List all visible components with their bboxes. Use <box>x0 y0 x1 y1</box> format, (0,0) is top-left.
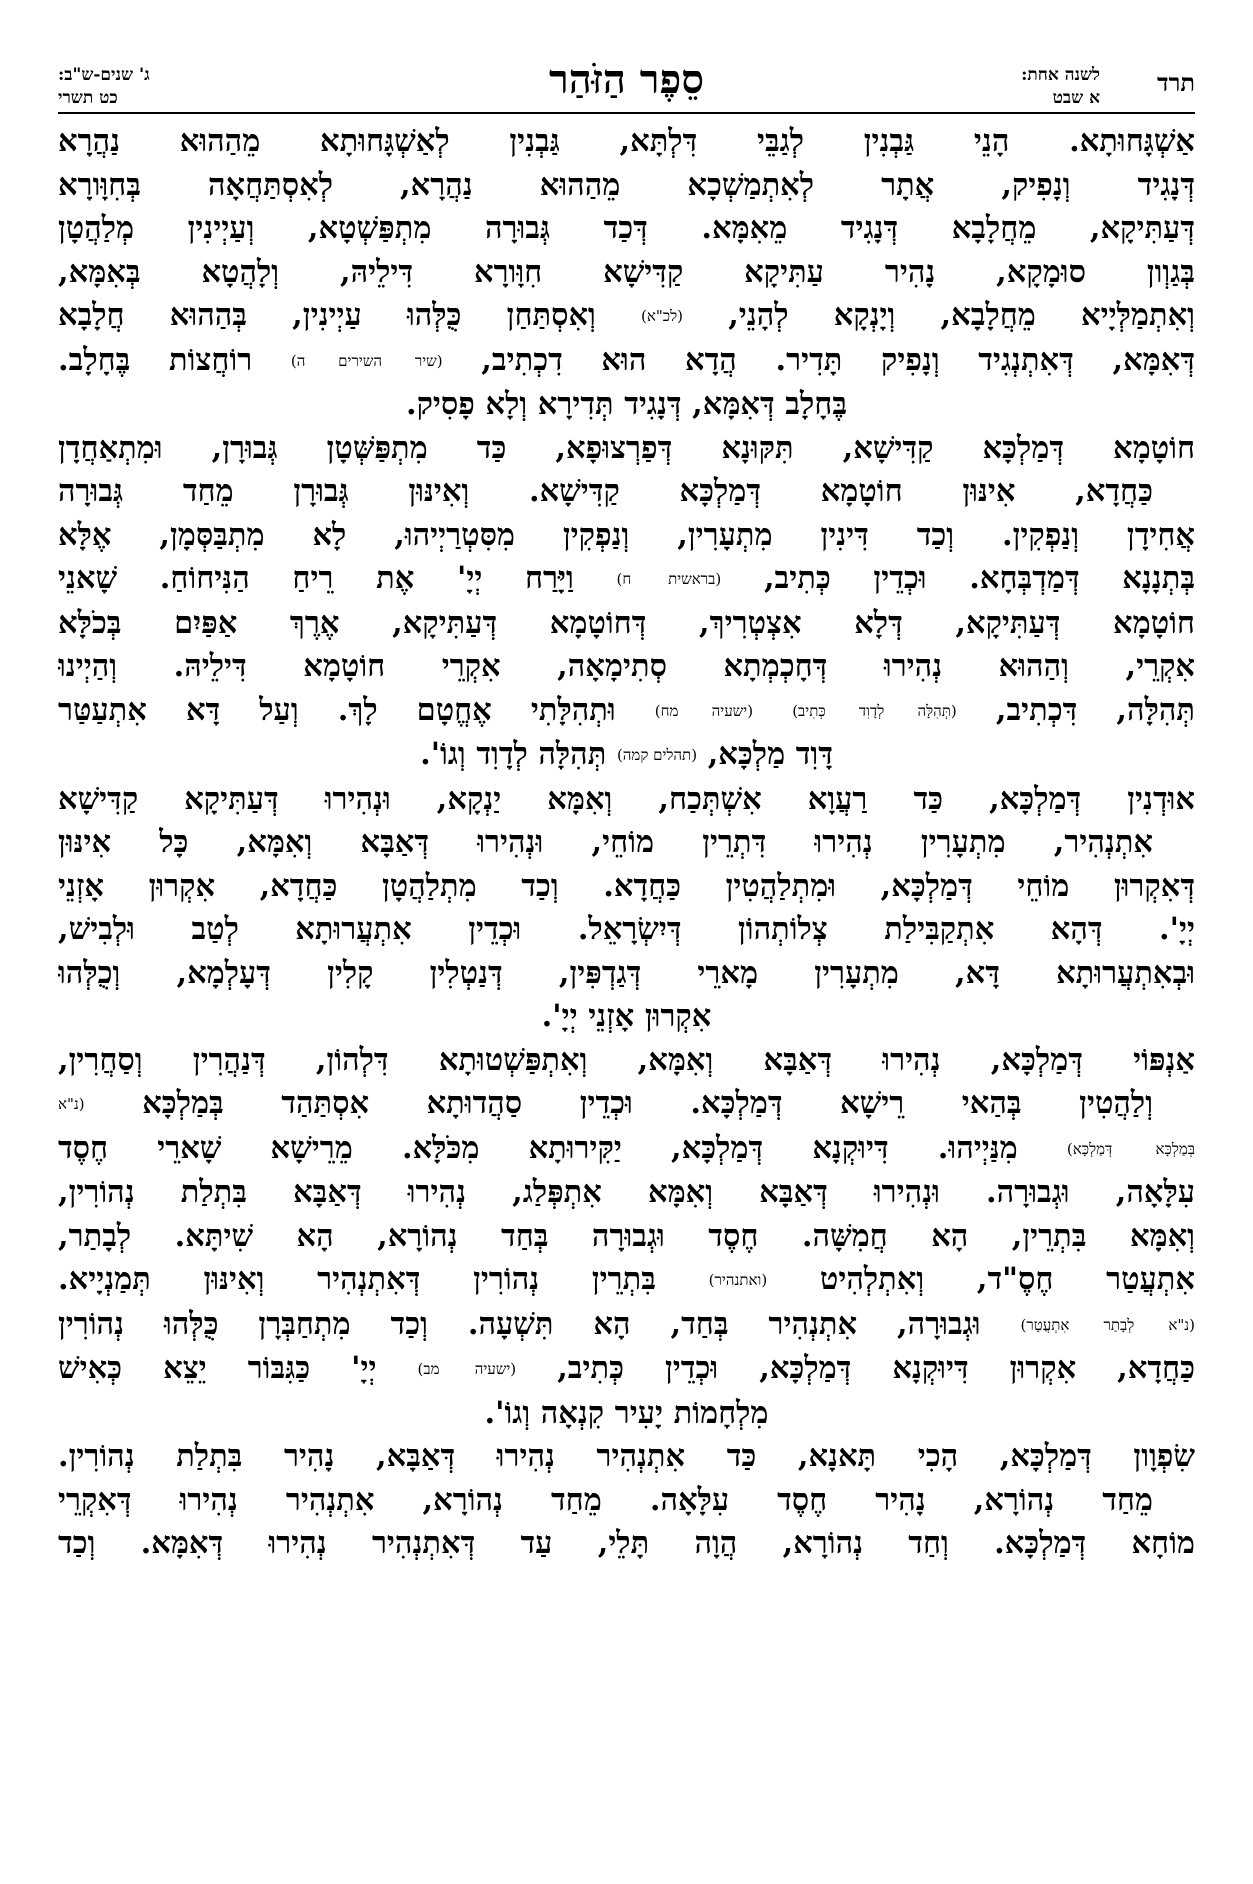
source-reference: (לכ"א) <box>641 307 683 325</box>
text-line <box>58 294 1195 339</box>
text-segment: וְאִסְתַּחַן כֻּלְּהוּ עַיְינִין, בְּהַהוּא חֲלָבָא <box>58 297 596 333</box>
source-reference: בְּמַלְכָּא דְּמַלְכָּא) <box>1066 1139 1195 1158</box>
text-line <box>58 733 1195 778</box>
source-reference: (ישעיה מב) <box>417 1360 517 1378</box>
paragraph-face <box>58 1039 1195 1436</box>
paragraph-milk <box>58 120 1195 427</box>
text-line <box>58 689 1195 734</box>
text-segment: וְלַהֲטִין בְּהַאי רֵישָׁא דְּמַלְכָּא. וּכְדֵין סַהֲדוּתָא אִסְתַּהַד בְּמַלְכָּא <box>142 1085 1153 1121</box>
text-line: מִלְחָמוֹת יָעִיר קִנְאָה וְגוֹ'. <box>484 1394 769 1431</box>
text-segment: וַיָּרַח יְיָ' אֶת רֵיחַ הַנִּיחוֹחַ. שָׁאנֵי <box>58 560 574 596</box>
text-line <box>58 1347 1195 1392</box>
text-line: דְּנָגִיד וְנָפִיק, אֲתָר לְאִתְמַשְׁכָא מֵהַהוּא נַהֲרָא, לְאִסְתַּחֲאָה בְּחִוָּורָא <box>58 166 1195 203</box>
text-segment: דָּוִד מַלְכָּא, <box>707 736 833 772</box>
text-line: שִׂפְוָון דְּמַלְכָּא, הָכִי תָּאנָא, כַּד אִתְנְהִיר נְהִירוּ דְּאַבָּא, נָהִיר בִּתְלַת נְהוֹרִין. <box>58 1438 1195 1474</box>
page-header <box>58 56 1195 114</box>
text-segment: וּגְבוּרָה, אִתְנְהִיר בְּחַד, הָא תִּשְׁעָה. וְכַד מִתְחַבְּרָן כֻּלְּהוּ נְהוֹרִין <box>58 1305 981 1342</box>
text-line: אִקְרֵי, וְהַהוּא נְהִירוּ דְּחָכְמְתָא סְתִימָאָה, אִקְרֵי חוֹטָמָא דִּילֵיהּ. וְהַיְינוּ <box>58 648 1195 684</box>
text-line: אֲחִידָן וְנַפְקִין. וְכַד דִּינִין מִתְעָרִין, וְנַפְקִין מִסִּטְרַיְיהוּ, לָא מִתְבַּסְּמָן, אֶלָּא <box>58 516 1195 553</box>
text-segment: בְּתְנָנָא דְּמַדְבְּחָא. וּכְדֵין כְּתִיב, <box>763 560 1195 596</box>
text-line: דְּעַתִּיקָא, מֵחֲלָבָא דְּנָגִיד מֵאִמָּא. דְּכַד גְּבוּרָה מִתְפַּשְׁטָא, וְעַיְינִין מְלַהֲטָן <box>58 210 1195 246</box>
text-line: עִלָּאָה, וּגְבוּרָה. וּנְהִירוּ דְּאַבָּא וְאִמָּא אִתְפְּלַג, נְהִירוּ דְּאַבָּא בִּתְלַת נְהוֹרִין, <box>58 1174 1195 1210</box>
text-segment: דְּאִמָּא, דְּאִתְנְגִיד וְנָפִיק תָּדִיר. הֲדָא הוּא דִכְתִיב, <box>481 341 1195 378</box>
header-left-top: ג' שנים-ש"ב: <box>58 65 150 85</box>
text-line: אַשְׁגָּחוּתָא. הָנֵי גַּבְנִין לְגַבֵּי דִּלְתָּא, גַּבְנִין לְאַשְׁגָּחוּתָא מֵהַהוּא נַהֲרָא <box>58 123 1195 159</box>
text-segment: תְּהִלָּה, דִּכְתִיב, <box>995 691 1195 728</box>
text-line: דְּאִקְרוּן מוֹחֵי דְּמַלְכָּא, וּמִתְלַהֲטִין כַּחֲדָא. וְכַד מִתְלַהֲטָן כַּחֲדָא, אִקְרוּן אָזְנֵי <box>58 867 1195 904</box>
text-line: חוֹטָמָא דְּעַתִּיקָא, דְּלָא אִצְטְרִיךְ, דְּחוֹטָמָא דְּעַתִּיקָא, אֶרֶךְ אַפַּיִם בְּכֹלָּא <box>58 604 1195 641</box>
source-reference: (נ"א לְבָתַר אִתְעֲטָר) <box>1020 1315 1195 1334</box>
text-segment: תְּהִלָּה לְדָוִד וְגוֹ'. <box>420 736 607 772</box>
header-right-top: לשנה אחת: <box>1021 65 1100 85</box>
text-line: אִקְרוּן אָזְנֵי יְיָ'. <box>541 998 712 1034</box>
text-line: אוּדְנִין דְּמַלְכָּא, כַּד רַעֲוָא אִשְׁתְּכַח, וְאִמָּא יַנְקָא, וּנְהִירוּ דְּעַתִּיקָא קַדִּישָׁא <box>58 780 1195 817</box>
text-segment: אִתְעֲטַר חֶסֶ"ד, וְאִתְלְהִיט <box>819 1261 1195 1297</box>
paragraph-ears <box>58 778 1195 1039</box>
source-reference: (תְּהִלָּה לְדָוִד כְּתִיב) <box>792 701 957 720</box>
text-line <box>58 557 1195 602</box>
header-left-bottom: כט תשרי <box>58 88 118 108</box>
text-segment: וְאִתְמַלְּיָיא מֵחֲלָבָא, וְיָנְקָא לְהָנֵי, <box>728 297 1195 333</box>
text-line <box>58 1258 1195 1303</box>
source-reference: (שיר השירים ה) <box>290 351 443 370</box>
header-right-bottom: א שבט <box>1052 88 1100 108</box>
text-line: וְאִמָּא בִּתְרֵין, הָא חֲמִשָּׁה. חֶסֶד וּגְבוּרָה בְּחַד נְהוֹרָא, הָא שִׁיתָּא. לְבָתַר, <box>58 1217 1195 1254</box>
text-line: מוֹחָא דְּמַלְכָּא. וְחַד נְהוֹרָא, הֲוָה תָּלֵי, עַד דְּאִתְנְהִיר נְהִירוּ דְּאִמָּא. וְכַד <box>58 1525 1195 1561</box>
text-segment: יְיָ' כַּגִּבּוֹר יֵצֵא כְּאִישׁ <box>58 1350 377 1386</box>
book-title: סֵפֶר הַזֹּהַר <box>549 56 704 103</box>
page-number: תרד <box>1157 68 1195 97</box>
text-line <box>58 1082 1195 1127</box>
source-reference: (נ"א <box>58 1095 85 1113</box>
text-segment: רוֹחֲצוֹת בֶּחָלָב. <box>58 341 253 378</box>
source-reference: (תהלים קמה) <box>616 746 698 764</box>
text-line: אַנְפּוֹי דְּמַלְכָּא, נְהִירוּ דְּאַבָּא וְאִמָּא, וְאִתְפַּשְׁטוּתָא דִּלְהוֹן, דְּנַהֲרִין וְסַחֲרִין, <box>58 1041 1195 1078</box>
header-schedule-three-years <box>58 64 150 110</box>
source-reference: (בראשית ח) <box>616 570 722 588</box>
text-line: בְּגַוְון סוּמָקָא, נָהִיר עַתִּיקָא קַדִּישָׁא חִוָּורָא דִּילֵיהּ, וְלָהֲטָא בְּאִמָּא, <box>58 253 1195 290</box>
text-line: וּבְאִתְעֲרוּתָא דָּא, מִתְעָרִין מָארֵי דְּגַדְפִּין, דְּנַטְלִין קָלִין דְּעָלְמָא, וְכֻלְּהוּ <box>58 954 1195 991</box>
text-segment: בִּתְרֵין נְהוֹרִין דְּאִתְנְהִיר וְאִינּוּן תְּמַנְיָיא. <box>58 1261 656 1297</box>
paragraph-nose <box>58 427 1195 778</box>
text-segment: וּתְהִלָּתִי אֶחֱטָם לָךְ. וְעַל דָּא אִתְעַטַּר <box>58 691 616 728</box>
main-text <box>58 120 1195 1566</box>
text-line: כַּחֲדָא, אִינּוּן חוֹטָמָא דְּמַלְכָּא קַדִּישָׁא. וְאִינּוּן גְּבוּרָן מֵחַד גְּבוּרָה <box>58 473 1153 509</box>
text-line <box>58 1303 1195 1348</box>
source-reference: (ואתנהיר) <box>708 1271 768 1289</box>
text-line <box>58 1127 1195 1172</box>
text-line: בֶּחָלָב דְּאִמָּא, דְּנָגִיד תְּדִירָא וְלָא פָסִיק. <box>405 386 848 422</box>
text-segment: מִנַּיְיהוּ. דִּיוּקְנָא דְּמַלְכָּא, יַקִּירוּתָא מִכֹּלָּא. מֵרֵישָׁא שָׁארֵי חֶסֶד <box>58 1129 1018 1166</box>
paragraph-lips <box>58 1435 1195 1566</box>
text-line <box>58 339 1195 384</box>
text-line: מֵחַד נְהוֹרָא, נָהִיר חֶסֶד עִלָּאָה. מֵחַד נְהוֹרָא, אִתְנְהִיר נְהִירוּ דְּאִקְרֵי <box>58 1481 1153 1518</box>
text-line: יְיָ'. דְּהָא אִתְקַבִּילַת צְלוֹתְהוֹן דְּיִשְׂרָאֵל. וּכְדֵין אִתְעֲרוּתָא לְטַב וּלְבִישׁ, <box>58 911 1195 947</box>
text-segment: כַּחֲדָא, אִקְרוּן דִּיוּקְנָא דְּמַלְכָּא, וּכְדֵין כְּתִיב, <box>557 1350 1195 1386</box>
text-line: אִתְנְהִיר, מִתְעָרִין נְהִירוּ דִּתְרֵין מוֹחֵי, וּנְהִירוּ דְּאַבָּא וְאִמָּא, כָּל אִינּוּן <box>58 824 1153 860</box>
header-schedule-one-year <box>1021 64 1100 110</box>
source-reference: (ישעיה מח) <box>654 701 754 720</box>
text-line: חוֹטָמָא דְּמַלְכָּא קַדִּישָׁא, תִּקּוּנָא דְּפַרְצוּפָא, כַּד מִתְפַּשְּׁטָן גְּבוּרָן, וּמִתְאַחֲדָן <box>58 429 1195 466</box>
